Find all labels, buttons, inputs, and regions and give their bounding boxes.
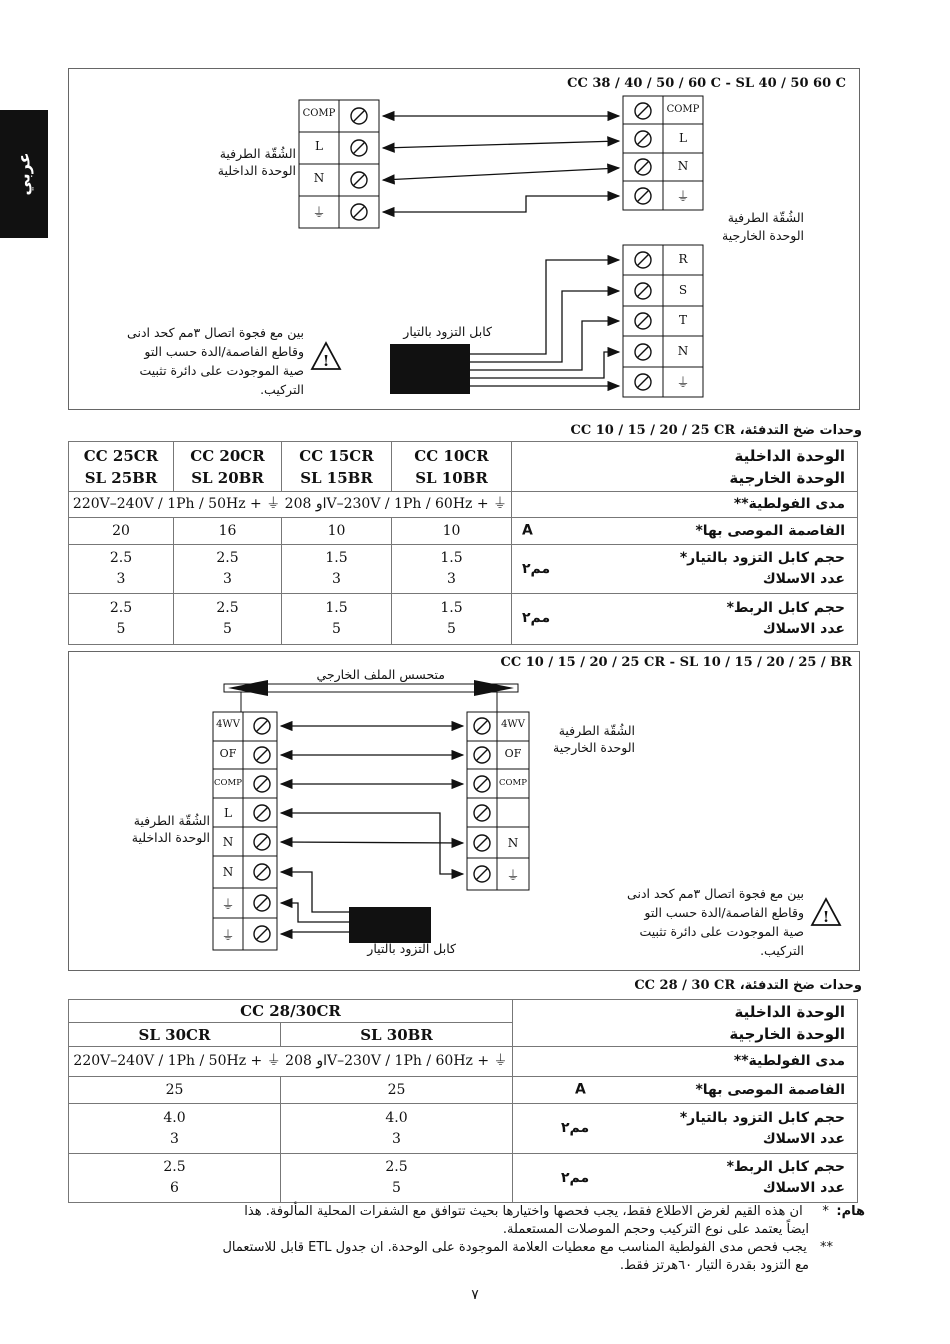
d2-outdoor-terminal-block bbox=[467, 712, 529, 890]
t2-outdoor-model-1: SL 30CR bbox=[69, 1023, 281, 1047]
t2-voltage-label: مدى الفولطية** bbox=[513, 1047, 858, 1077]
d1-warning-line-2: وقاطع الفاصمة/الدة حسب التو bbox=[144, 344, 304, 359]
t2-supply-label: حجم كابل التزود بالتيار* عدد الاسلاك مم٢ bbox=[513, 1104, 858, 1154]
d2-sensor-label: متحسس الملف الخارجي bbox=[316, 667, 445, 682]
note-1-cont bbox=[70, 1221, 865, 1239]
t1-fuse-2: 16 bbox=[174, 518, 282, 545]
t2-supply-2: 4.0 3 bbox=[281, 1104, 513, 1154]
table-2 bbox=[68, 999, 858, 1203]
d1-outdoor-terminal-earth: ⏚ bbox=[676, 190, 690, 205]
diagram-1-power-cable-box bbox=[390, 344, 470, 394]
d2-warning-line-2: وقاطع الفاصمة/الدة حسب التو bbox=[644, 905, 804, 920]
d1-indoor-label-1: الشُقّة الطرفية bbox=[219, 146, 296, 161]
notes bbox=[70, 1203, 865, 1275]
t1-supply-label: حجم كابل التزود بالتيار* عدد الاسلاك مم٢ bbox=[512, 545, 858, 594]
d1-outdoor-terminal-r: R bbox=[678, 252, 688, 266]
d2-sensor-cable bbox=[224, 680, 518, 712]
note-1 bbox=[70, 1203, 865, 1221]
t1-link-3: 1.5 5 bbox=[282, 594, 392, 645]
d1-indoor-terminal-comp: COMP bbox=[302, 108, 336, 119]
d2-outdoor-label-1: الشُقّة الطرفية bbox=[558, 723, 635, 738]
t1-supply-2: 2.5 3 bbox=[174, 545, 282, 594]
d2-indoor-terminal-earth2: ⏚ bbox=[221, 929, 235, 944]
d1-outdoor-terminal-s: S bbox=[678, 283, 688, 297]
note-2-mark: ** bbox=[820, 1240, 833, 1255]
d2-indoor-terminal-l: L bbox=[224, 806, 232, 820]
d1-outdoor-terminal-l: L bbox=[679, 131, 687, 145]
d2-indoor-terminal-n2: N bbox=[222, 865, 234, 879]
d1-outdoor-terminal-earth2: ⏚ bbox=[676, 376, 690, 391]
t1-link-1: 2.5 5 bbox=[69, 594, 174, 645]
language-label: عربي bbox=[14, 152, 34, 196]
note-2-line-1: يجب فحص مدى الفولطية المناسب مع معطيات العلامة الموجودة على الوحدة. ان جدول ETL قابل للاستعمال bbox=[222, 1240, 807, 1255]
table-2-section-title: وحدات ضخ التدفئة، CC 28 / 30 CR bbox=[634, 978, 862, 993]
table-1-section-title: وحدات ضخ التدفئة، CC 10 / 15 / 20 / 25 CR bbox=[570, 423, 862, 438]
d2-outdoor-terminal-earth: ⏚ bbox=[506, 869, 520, 884]
d1-warning-line-4: التركيب. bbox=[260, 382, 304, 397]
note-2-line-2: مع التزود بقدرة التيار ٦٠هرتز فقط. bbox=[619, 1258, 809, 1273]
note-1-line-2: ايضاً يعتمد على نوع التركيب وحجم الموصلات المستعملة. bbox=[502, 1222, 809, 1237]
t1-model-4: CC 10CR SL 10BR bbox=[392, 442, 512, 492]
d2-power-cable-box bbox=[349, 907, 431, 943]
d2-warning-icon bbox=[812, 899, 840, 926]
page-number: ٧ bbox=[471, 1287, 479, 1303]
d2-outdoor-terminal-n: N bbox=[507, 836, 519, 850]
diagram-1-wiring bbox=[0, 0, 950, 420]
d1-outdoor-terminal-comp: COMP bbox=[666, 104, 700, 115]
t2-link-1: 2.5 6 bbox=[69, 1154, 281, 1203]
t1-fuse-1: 20 bbox=[69, 518, 174, 545]
t1-fuse-label: الفاصمة الموصى بها* A bbox=[512, 518, 858, 545]
t1-supply-3: 1.5 3 bbox=[282, 545, 392, 594]
t2-outdoor-model-2: SL 30BR bbox=[281, 1023, 513, 1047]
d2-indoor-terminal-earth: ⏚ bbox=[221, 898, 235, 913]
diagram-1-title: CC 38 / 40 / 50 / 60 C - SL 40 / 50 60 C bbox=[567, 76, 846, 91]
d2-power-cable-label: كابل التزود بالتيار bbox=[367, 941, 456, 956]
d1-indoor-label-2: الوحدة الداخلية bbox=[217, 163, 296, 178]
d2-warning-line-1: بين مع فجوة اتصال ٣مم كحد ادنى bbox=[627, 886, 804, 901]
t2-indoor-model: CC 28/30CR bbox=[69, 1000, 513, 1023]
t1-link-label: حجم كابل الربط* عدد الاسلاك مم٢ bbox=[512, 594, 858, 645]
d2-indoor-terminal-4wv: 4WV bbox=[216, 719, 240, 730]
t1-unit-header: الوحدة الداخلية الوحدة الخارجية bbox=[512, 442, 858, 492]
d2-outdoor-terminal-of: OF bbox=[504, 747, 522, 760]
d2-indoor-terminal-comp: COMP bbox=[214, 778, 242, 788]
d2-outdoor-terminal-comp: COMP bbox=[499, 778, 527, 788]
d1-indoor-terminal-earth: ⏚ bbox=[312, 206, 326, 221]
t1-supply-1: 2.5 3 bbox=[69, 545, 174, 594]
t1-model-3: CC 15CR SL 15BR bbox=[282, 442, 392, 492]
note-2 bbox=[70, 1239, 865, 1257]
t2-voltage-value: 220V–240V / 1Ph / 50Hz + ⏚ او 208V–230V / 1Ph / 60Hz + ⏚ bbox=[69, 1047, 513, 1077]
svg-text:!: ! bbox=[322, 352, 330, 370]
t1-supply-4: 1.5 3 bbox=[392, 545, 512, 594]
t1-link-2: 2.5 5 bbox=[174, 594, 282, 645]
t1-model-1: CC 25CR SL 25BR bbox=[69, 442, 174, 492]
d2-warning-line-4: التركيب. bbox=[760, 943, 804, 958]
d1-warning-line-1: بين مع فجوة اتصال ٣مم كحد ادنى bbox=[127, 325, 304, 340]
notes-heading: هام: bbox=[836, 1204, 865, 1219]
d2-outdoor-label-2: الوحدة الخارجية bbox=[553, 740, 635, 755]
diagram-2-wiring bbox=[0, 640, 950, 970]
d1-outdoor-label-2: الوحدة الخارجية bbox=[722, 228, 804, 243]
t2-fuse-1: 25 bbox=[69, 1077, 281, 1104]
d2-indoor-label-1: الشُقّة الطرفية bbox=[133, 813, 210, 828]
t2-unit-header: الوحدة الداخلية الوحدة الخارجية bbox=[513, 1000, 858, 1047]
diagram-1-warning-icon bbox=[312, 343, 340, 370]
d2-indoor-label-2: الوحدة الداخلية bbox=[131, 830, 210, 845]
d2-indoor-terminal-of: OF bbox=[219, 747, 237, 760]
svg-text:!: ! bbox=[822, 908, 830, 926]
t2-supply-1: 4.0 3 bbox=[69, 1104, 281, 1154]
t1-model-2: CC 20CR SL 20BR bbox=[174, 442, 282, 492]
t1-voltage-label: مدى الفولطية** bbox=[512, 492, 858, 518]
d1-outdoor-label-1: الشُقّة الطرفية bbox=[727, 210, 804, 225]
d2-indoor-terminal-n: N bbox=[222, 835, 234, 849]
d1-outdoor-terminal-n: N bbox=[677, 159, 689, 173]
t2-link-label: حجم كابل الربط* عدد الاسلاك مم٢ bbox=[513, 1154, 858, 1203]
d1-power-cable-label: كابل التزود بالتيار bbox=[403, 324, 492, 339]
t1-link-4: 1.5 5 bbox=[392, 594, 512, 645]
table-1 bbox=[68, 441, 858, 645]
d2-warning-line-3: صية الموجودت على دائرة تثبيت bbox=[639, 924, 804, 939]
d1-warning-line-3: صية الموجودت على دائرة تثبيت bbox=[139, 363, 304, 378]
t1-voltage-value: 220V–240V / 1Ph / 50Hz + ⏚ او 208V–230V / 1Ph / 60Hz + ⏚ bbox=[69, 492, 512, 518]
t2-link-2: 2.5 5 bbox=[281, 1154, 513, 1203]
d1-indoor-terminal-l: L bbox=[315, 139, 323, 153]
note-1-mark: * bbox=[822, 1204, 829, 1219]
t2-fuse-label: الفاصمة الموصى بها* A bbox=[513, 1077, 858, 1104]
note-2-cont bbox=[70, 1257, 865, 1275]
note-1-line-1: ان هذه القيم لغرض الاطلاع فقط، يجب فحصها واختيارها بحيث تتوافق مع الشفرات المحلية المألوفة. هذا bbox=[244, 1204, 803, 1219]
t2-fuse-2: 25 bbox=[281, 1077, 513, 1104]
d2-outdoor-terminal-4wv: 4WV bbox=[501, 719, 525, 730]
d1-outdoor-terminal-n2: N bbox=[677, 344, 689, 358]
t1-fuse-4: 10 bbox=[392, 518, 512, 545]
t1-fuse-3: 10 bbox=[282, 518, 392, 545]
d1-outdoor-terminal-t: T bbox=[678, 313, 687, 327]
d1-indoor-terminal-n: N bbox=[313, 171, 325, 185]
diagram-2-title: CC 10 / 15 / 20 / 25 CR - SL 10 / 15 / 20 / 25 / BR bbox=[500, 655, 852, 670]
